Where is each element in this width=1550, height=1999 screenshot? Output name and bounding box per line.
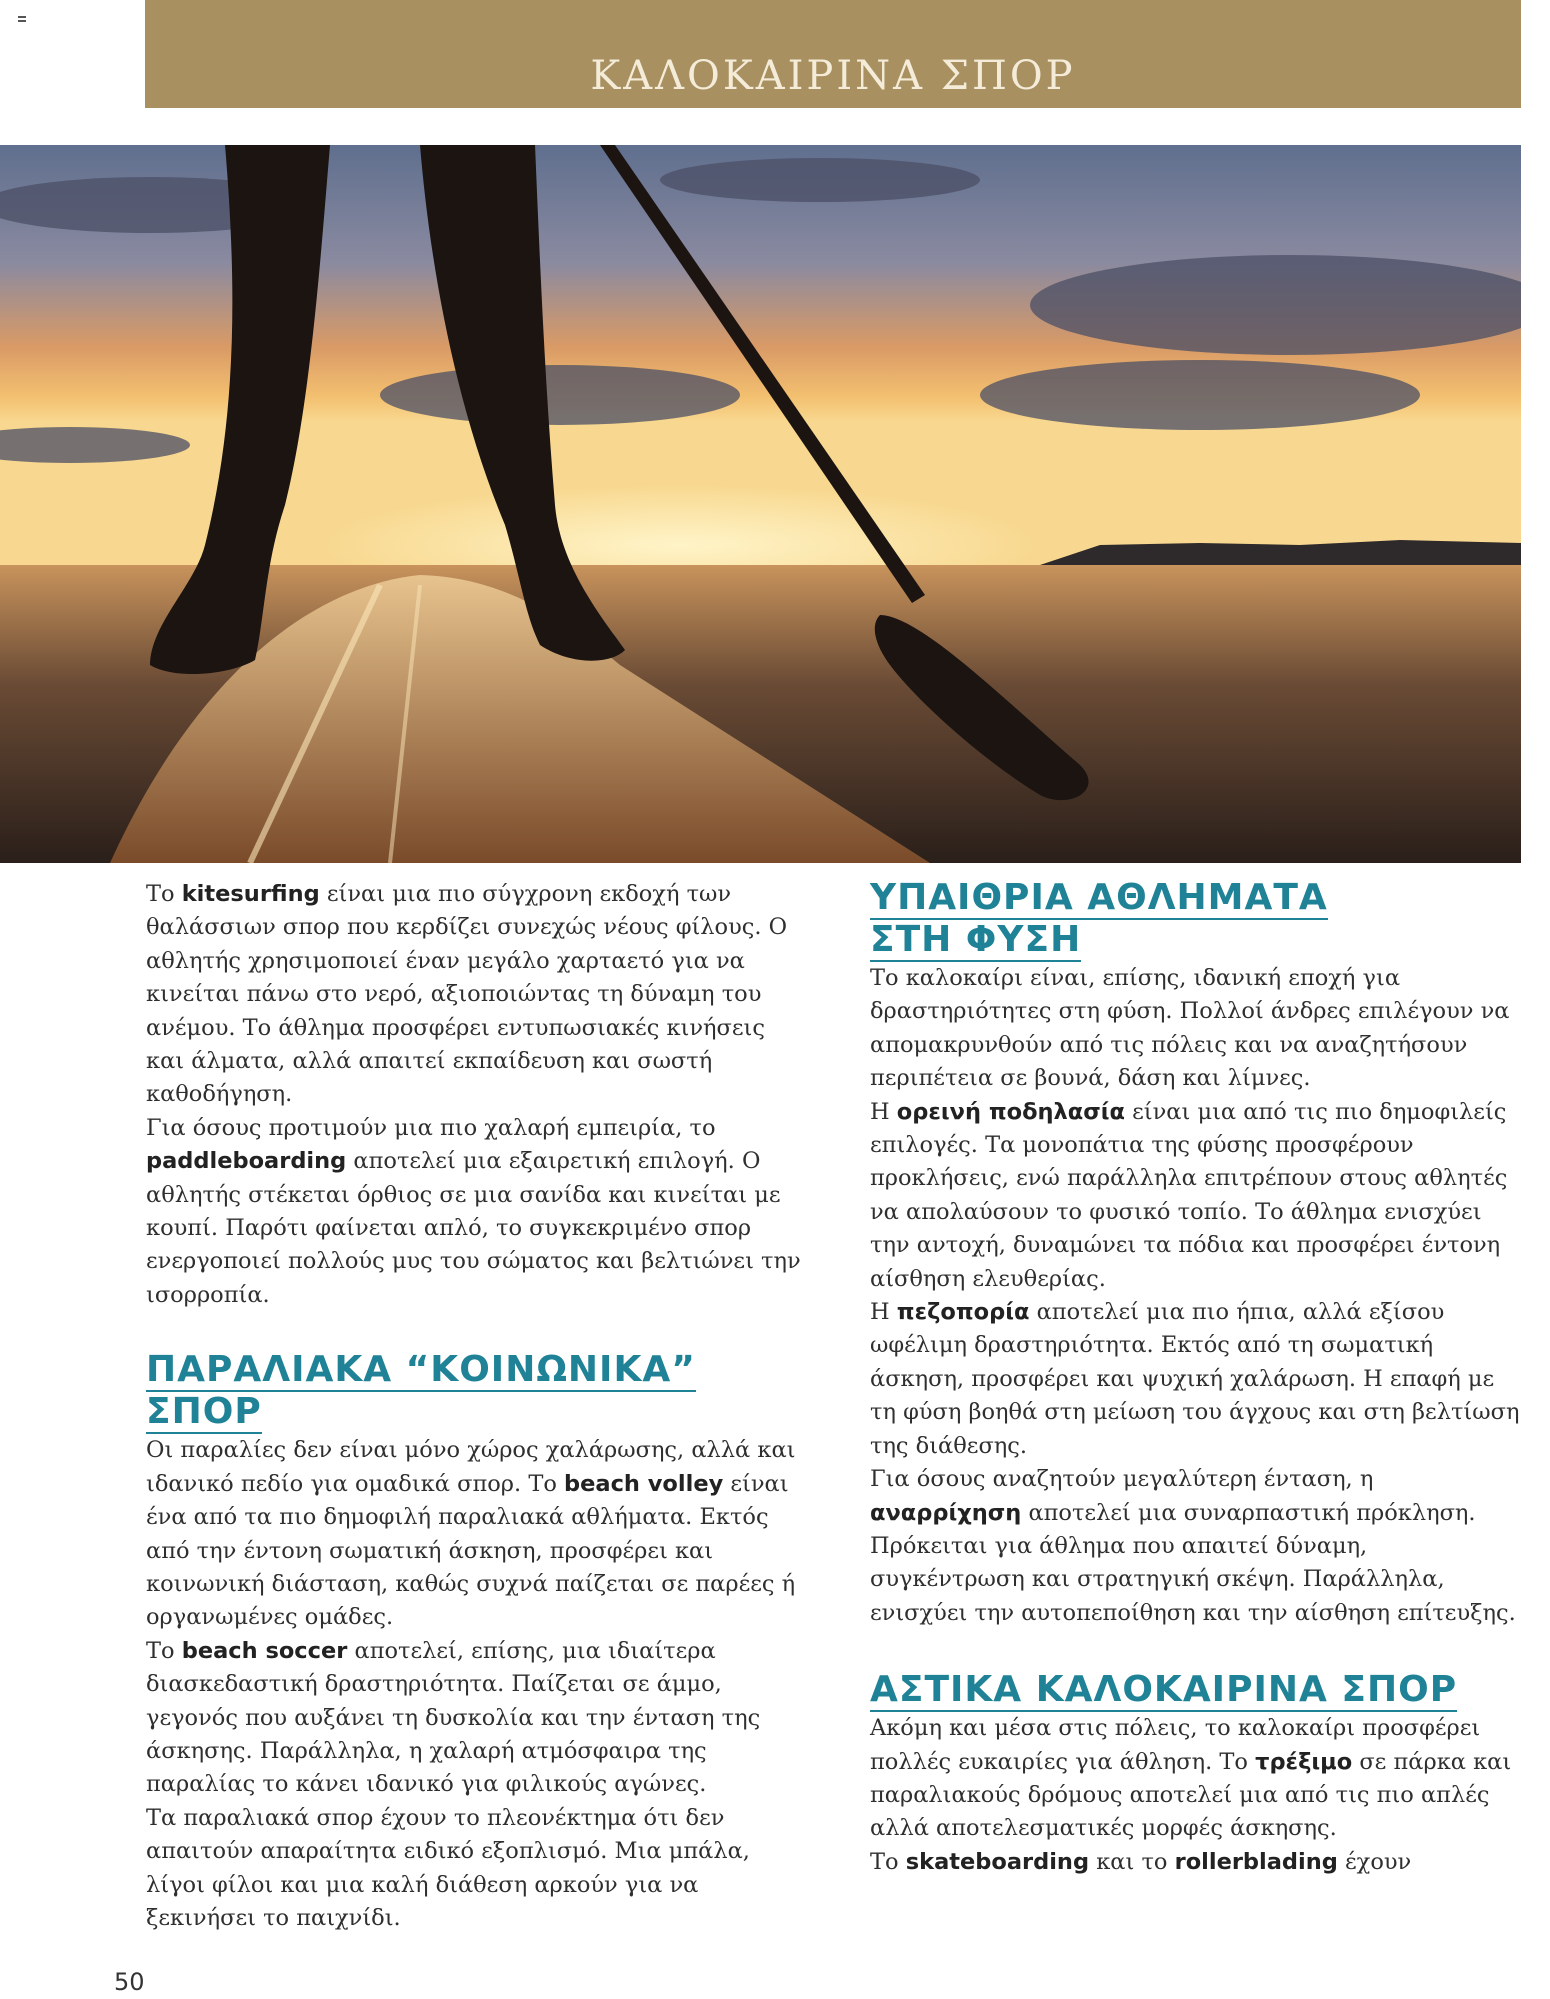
bold-term: ορεινή ποδηλασία (896, 1098, 1125, 1125)
urban-sports-heading (870, 1670, 1525, 1712)
bold-term: rollerblading (1174, 1848, 1338, 1875)
hero-photo-paddleboarding-sunset (0, 145, 1521, 863)
bold-term: beach volley (564, 1470, 724, 1497)
hiking-paragraph: Η πεζοπορία αποτελεί μια πιο ήπια, αλλά εξίσου ωφέλιμη δραστηριότητα. Εκτός από τη σωματική άσκηση, προσφέρει και ψυχική χαλάρωση. Η επαφή με τη φύση βοηθά στη μείωση του άγχους και στη βελτίωση της διάθεσης. (870, 1299, 1520, 1459)
outdoor-sports-heading (870, 878, 1525, 962)
climbing-paragraph: Για όσους αναζητούν μεγαλύτερη ένταση, η αναρρίχηση αποτελεί μια συναρπαστική πρόκληση. Πρόκειται για άθλημα που απαιτεί δύναμη, συγκέντρωση και στρατηγική σκέψη. Παράλληλα, ενισχύει την αυτοπεποίθηση και την αίσθηση επίτευξης. (870, 1466, 1516, 1626)
header-banner (145, 0, 1521, 108)
skateboarding-paragraph: Το skateboarding και το rollerblading έχουν (870, 1848, 1412, 1875)
mountain-biking-paragraph: Η ορεινή ποδηλασία είναι μια από τις πιο δημοφιλείς επιλογές. Τα μονοπάτια της φύσης προσφέρουν προκλήσεις, ενώ παράλληλα επιτρέπουν στους αθλητές να απολαύσουν το φυσικό τοπίο. Το άθλημα ενισχύει την αντοχή, δυναμώνει τα πόδια και προσφέρει έντονη αίσθηση ελευθερίας. (870, 1098, 1508, 1292)
outdoor-heading-line-2: ΣΤΗ ΦΥΣΗ (870, 919, 1082, 960)
beach-heading-line-1: ΠΑΡΑΛΙΑΚΑ “ΚΟΙΝΩΝΙΚΑ” (146, 1349, 696, 1391)
page-section-title: ΚΑΛΟΚΑΙΡΙΝΑ ΣΠΟΡ (590, 53, 1076, 99)
left-column (146, 878, 806, 1935)
right-column (870, 878, 1525, 1879)
corner-mark (18, 16, 26, 22)
running-paragraph: Ακόμη και μέσα στις πόλεις, το καλοκαίρι προσφέρει πολλές ευκαιρίες για άθληση. Το τρέξιμο σε πάρκα και παραλιακούς δρόμους αποτελεί μια από τις πιο απλές αλλά αποτελεσματικές μορφές άσκησης. (870, 1715, 1512, 1842)
page-number: 50 (114, 1968, 145, 1996)
bold-term: τρέξιμο (1255, 1748, 1353, 1775)
urban-heading-line: ΑΣΤΙΚΑ ΚΑΛΟΚΑΙΡΙΝΑ ΣΠΟΡ (870, 1669, 1458, 1711)
beach-soccer-paragraph: Το beach soccer αποτελεί, επίσης, μια ιδιαίτερα διασκεδαστική δραστηριότητα. Παίζεται σε άμμο, γεγονός που αυξάνει τη δυσκολία και την ένταση της άσκησης. Παράλληλα, η χαλαρή ατμόσφαιρα της παραλίας το κάνει ιδανικό για φιλικούς αγώνες. (146, 1637, 761, 1798)
beach-volley-paragraph: Οι παραλίες δεν είναι μόνο χώρος χαλάρωσης, αλλά και ιδανικό πεδίο για ομαδικά σπορ. Το beach volley είναι ένα από τα πιο δημοφιλή παραλιακά αθλήματα. Εκτός από την έντονη σωματική άσκηση, προσφέρει και κοινωνική διάσταση, καθώς συχνά παίζεται σε παρέες ή οργανωμένες ομάδες. (146, 1437, 796, 1631)
bold-term: paddleboarding (146, 1148, 347, 1175)
bold-term: skateboarding (905, 1848, 1090, 1875)
bold-term: kitesurfing (181, 881, 320, 907)
kitesurfing-paragraph: Το kitesurfing είναι μια πιο σύγχρονη εκδοχή των θαλάσσιων σπορ που κερδίζει συνεχώς νέους φίλους. Ο αθλητής χρησιμοποιεί έναν μεγάλο χαρταετό για να κινείται πάνω στο νερό, αξιοποιώντας τη δύναμη του ανέμου. Το άθλημα προσφέρει εντυπωσιακές κινήσεις και άλματα, αλλά απαιτεί εκπαίδευση και σωστή καθοδήγηση. (146, 881, 788, 1108)
beach-equipment-paragraph: Τα παραλιακά σπορ έχουν το πλεονέκτημα ότι δεν απαιτούν απαραίτητα ειδικό εξοπλισμό. Μια μπάλα, λίγοι φίλοι και μια καλή διάθεση αρκούν για να ξεκινήσει το παιχνίδι. (146, 1804, 750, 1931)
bold-term: αναρρίχηση (870, 1499, 1022, 1526)
outdoor-heading-line-1: ΥΠΑΙΘΡΙΑ ΑΘΛΗΜΑΤΑ (870, 877, 1328, 918)
bold-term: πεζοπορία (896, 1299, 1030, 1326)
paddleboarding-paragraph: Για όσους προτιμούν μια πιο χαλαρή εμπειρία, το paddleboarding αποτελεί μια εξαιρετική επιλογή. Ο αθλητής στέκεται όρθιος σε μια σανίδα και κινείται με κουπί. Παρότι φαίνεται απλό, το συγκεκριμένο σπορ ενεργοποιεί πολλούς μυς του σώματος και βελτιώνει την ισορροπία. (146, 1114, 801, 1308)
nature-paragraph: Το καλοκαίρι είναι, επίσης, ιδανική εποχή για δραστηριότητες στη φύση. Πολλοί άνδρες επιλέγουν να απομακρυνθούν από τις πόλεις και να αναζητήσουν περιπέτεια σε βουνά, δάση και λίμνες. (870, 965, 1510, 1092)
beach-sports-heading (146, 1350, 806, 1434)
bold-term: beach soccer (181, 1637, 348, 1664)
beach-heading-line-2: ΣΠΟΡ (146, 1391, 262, 1433)
